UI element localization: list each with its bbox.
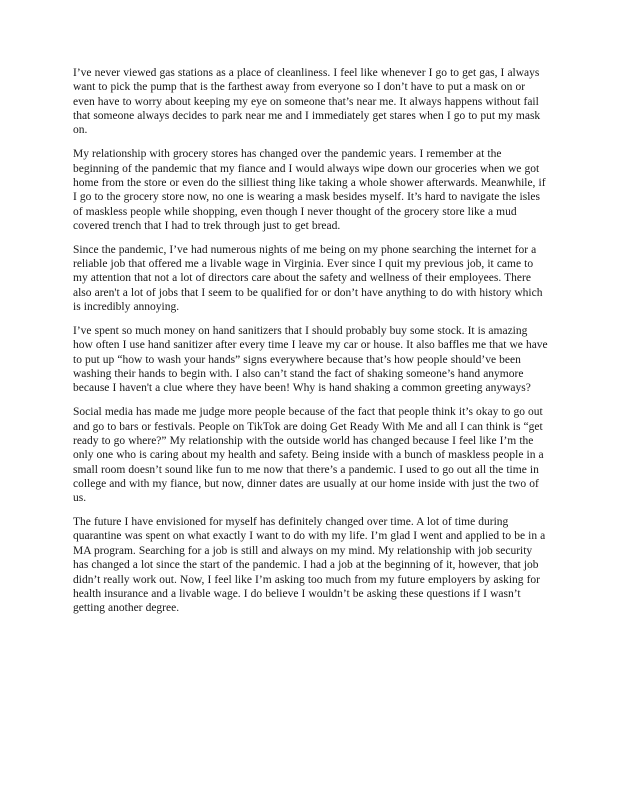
paragraph-job-search: Since the pandemic, I’ve had numerous nights of me being on my phone searching the internet for a reliable job that offered me a livable wage in Virginia. Ever since I quit my previous job, it came to my attention that not a lot of directors care about the safety and wellness of their employees. There also aren't a lot of jobs that I seem to be qualified for or don’t have anything to do with history which is incredibly annoying. bbox=[73, 243, 543, 314]
paragraph-gas-stations: I’ve never viewed gas stations as a place of cleanliness. I feel like whenever I go to get gas, I always want to pick the pump that is the farthest away from everyone so I don’t have to put a mask on or even have to worry about keeping my eye on someone that’s near me. It always happens without fail that someone always decides to park near me and I immediately get stares when I go to put my mask on. bbox=[73, 67, 541, 137]
paragraph-grocery-stores: My relationship with grocery stores has changed over the pandemic years. I remember at the beginning of the pandemic that my fiance and I would always wipe down our groceries when we got home from the store or even do the silliest thing like taking a whole shower afterwards. Meanwhile, if I go to the grocery store now, no one is wearing a mask besides myself. It’s hard to navigate the isles of maskless people while shopping, even though I never thought of the grocery store like a mud covered trench that I had to trek through just to get bread. bbox=[73, 148, 546, 232]
paragraph-social-media: Social media has made me judge more people because of the fact that people think it’s okay to go out and go to bars or festivals. People on TikTok are doing Get Ready With Me and all I can think is “get ready to go where?” My relationship with the outside world has changed because I feel like I’m the only one who is caring about my health and safety. Being inside with a bunch of maskless people in a small room doesn’t sound like fun to me now that there’s a pandemic. I used to go out all the time in college and with my fiance, but now, dinner dates are usually at our home inside with just the two of us. bbox=[73, 406, 544, 505]
paragraph-hand-sanitizer: I’ve spent so much money on hand sanitizers that I should probably buy some stock. It is amazing how often I use hand sanitizer after every time I leave my car or house. It also baffles me that we have to put up “how to wash your hands” signs everywhere because that’s how people should’ve been washing their hands to begin with. I also can’t stand the fact of shaking someone’s hand anymore because I haven't a clue where they have been! Why is hand shaking a common greeting anyways? bbox=[73, 325, 548, 395]
essay-text-column bbox=[73, 66, 549, 616]
paragraph-future: The future I have envisioned for myself has definitely changed over time. A lot of time during quarantine was spent on what exactly I want to do with my life. I’m glad I went and applied to be in a MA program. Searching for a job is still and always on my mind. My relationship with job security has changed a lot since the start of the pandemic. I had a job at the beginning of it, however, that job didn’t really work out. Now, I feel like I’m asking too much from my future employers by asking for health insurance and a livable wage. I do believe I wouldn’t be asking these questions if I wasn’t getting another degree. bbox=[73, 516, 546, 615]
